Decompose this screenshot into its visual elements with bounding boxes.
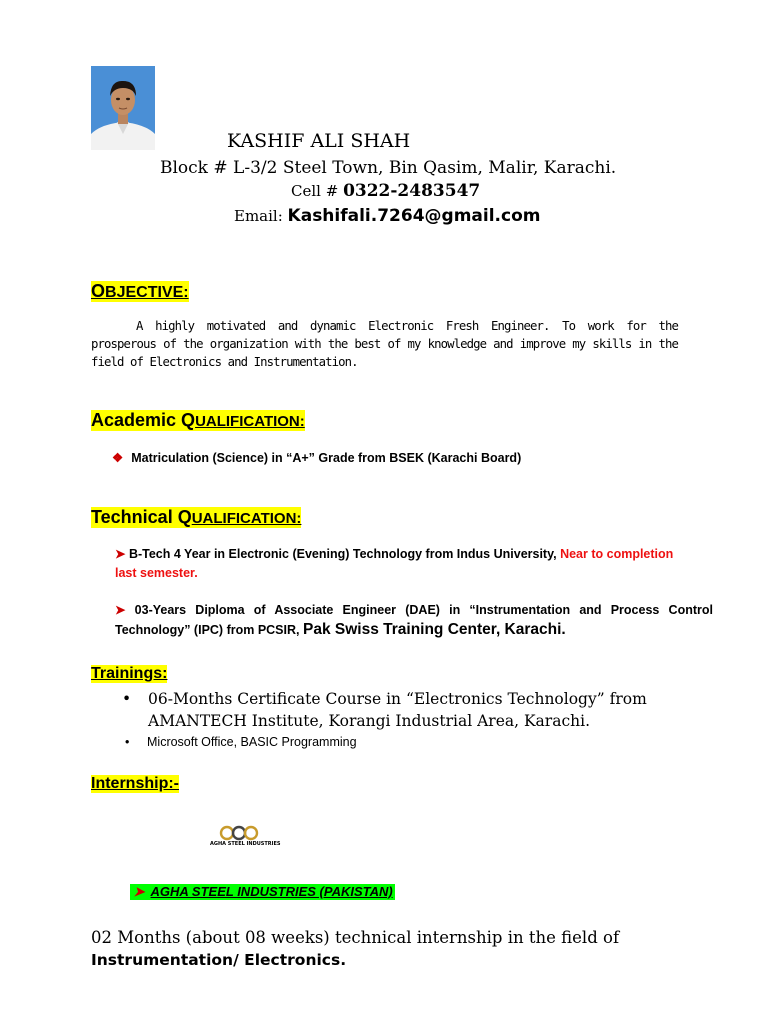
arrow-bullet-icon: ➤ [115, 603, 135, 617]
technical-heading: Technical QUALIFICATION: [91, 507, 302, 527]
address: Block # L-3/2 Steel Town, Bin Qasim, Malir, Karachi. [160, 158, 617, 178]
objective-text: A highly motivated and dynamic Electronic Fresh Engineer. To work for the prosperous of the organization with the best of my knowledge and improve my skills in the field of Electronics and Instrumentation. [91, 319, 678, 369]
list-item: • Microsoft Office, BASIC Programming [125, 735, 357, 749]
internship-heading: Internship:- [91, 775, 179, 792]
bullet-icon: • [125, 735, 130, 749]
objective-heading: OBJECTIVE: [91, 281, 189, 301]
logo-text: AGHA STEEL INDUSTRIES [210, 841, 281, 847]
academic-heading: Academic QUALIFICATION: [91, 410, 305, 430]
company-name: ➤ AGHA STEEL INDUSTRIES (PAKISTAN) [130, 884, 393, 899]
email-label: Email: [234, 207, 288, 225]
candidate-name: KASHIF ALI SHAH [227, 130, 411, 152]
diamond-bullet-icon: ❖ [112, 451, 124, 465]
cell-label: Cell # [291, 182, 344, 200]
list-item: ➤ B-Tech 4 Year in Electronic (Evening) Technology from Indus University, Near to completion last semester. [115, 547, 674, 580]
internship-description: 02 Months (about 08 weeks) technical internship in the field of Instrumentation/ Electronics. [91, 928, 620, 969]
bullet-icon: • [122, 690, 132, 708]
cell-line [291, 181, 480, 201]
email-address: Kashifali.7264@gmail.com [287, 206, 541, 226]
arrow-bullet-icon: ➤ [130, 884, 145, 899]
arrow-bullet-icon: ➤ [115, 547, 129, 561]
list-item: • 06-Months Certificate Course in “Electronics Technology” from AMANTECH Institute, Korangi Industrial Area, Karachi. [122, 690, 647, 730]
list-item: ❖ Matriculation (Science) in “A+” Grade from BSEK (Karachi Board) [112, 451, 522, 465]
trainings-heading: Trainings: [91, 665, 168, 682]
list-item: ➤ 03-Years Diploma of Associate Engineer (DAE) in “Instrumentation and Process Control Technology” (IPC) from PCSIR, Pak Swiss Training Center, Karachi. [115, 603, 713, 638]
cell-number: 0322-2483547 [343, 181, 481, 201]
profile-photo [91, 66, 155, 150]
email-line [234, 206, 540, 226]
company-logo [210, 824, 281, 852]
